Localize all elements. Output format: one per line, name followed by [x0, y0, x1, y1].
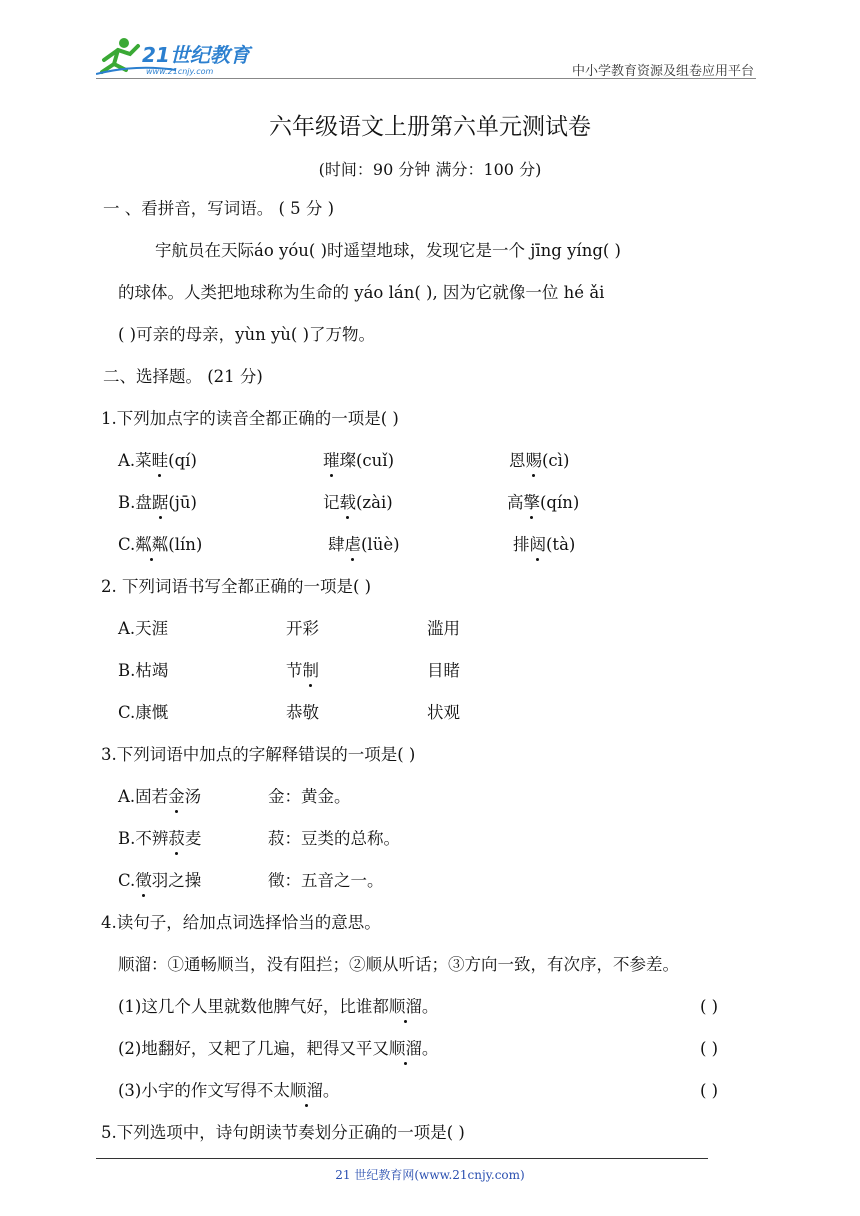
- q1-stem: 1.下列加点字的读音全都正确的一项是( ): [101, 409, 399, 428]
- q4-item-3: (3)小宇的作文写得不太顺溜。: [118, 1081, 340, 1100]
- s1-paragraph-line-2: 的球体。人类把地球称为生命的 yáo lán( ), 因为它就像一位 hé ǎi: [118, 283, 605, 302]
- q2-option-b-2: 节制: [286, 661, 319, 680]
- q4-item-2-blank: ( ): [700, 1039, 719, 1058]
- footer-text: 21 世纪教育网(www.21cnjy.com): [335, 1168, 525, 1182]
- q1-option-a-1: A.菜畦(qí): [118, 451, 197, 470]
- q1-option-a-2: 璀璨(cuǐ): [323, 451, 395, 470]
- q4-item-1-blank: ( ): [700, 997, 719, 1016]
- q2-option-a-2: 开彩: [286, 619, 319, 638]
- section-1-heading: 一 、看拼音，写词语。 ( 5 分 ): [103, 199, 335, 218]
- header-platform-text: 中小学教育资源及组卷应用平台: [571, 64, 754, 79]
- q2-option-c-2: 恭敬: [286, 703, 319, 722]
- q2-option-b-3: 目睹: [427, 661, 460, 680]
- q1-option-c-3: 排闼(tà): [513, 535, 576, 554]
- footer-divider: [96, 1158, 708, 1159]
- q3-option-c-meaning: 徵：五音之一。: [268, 871, 384, 890]
- q3-stem: 3.下列词语中加点的字解释错误的一项是( ): [101, 745, 416, 764]
- page-subtitle: (时间：90 分钟 满分：100 分): [318, 160, 542, 179]
- s1-paragraph-line-1: 宇航员在天际áo yóu( )时遥望地球，发现它是一个 jīng yíng( ): [155, 241, 621, 260]
- q4-item-1: (1)这几个人里就数他脾气好，比谁都顺溜。: [118, 997, 439, 1016]
- q3-option-b-word: B.不辨菽麦: [118, 829, 202, 848]
- q4-item-3-blank: ( ): [700, 1081, 719, 1100]
- q3-option-a-word: A.固若金汤: [118, 787, 202, 806]
- s1-paragraph-line-3: ( )可亲的母亲，yùn yù( )了万物。: [118, 325, 376, 344]
- q3-option-a-meaning: 金：黄金。: [268, 787, 351, 806]
- q1-option-b-1: B.盘踞(jū): [118, 493, 197, 512]
- logo-url: www.21cnjy.com: [146, 67, 214, 76]
- q5-stem: 5.下列选项中，诗句朗读节奏划分正确的一项是( ): [101, 1123, 465, 1142]
- q2-option-b-1: B.枯竭: [118, 661, 169, 680]
- q2-option-c-3: 状观: [427, 703, 460, 722]
- q4-definition: 顺溜：①通畅顺当，没有阻拦；②顺从听话；③方向一致，有次序，不参差。: [118, 955, 679, 974]
- q1-option-a-3: 恩赐(cì): [509, 451, 570, 470]
- q4-item-2: (2)地翻好，又耙了几遍，耙得又平又顺溜。: [118, 1039, 439, 1058]
- q2-option-c-1: C.康慨: [118, 703, 169, 722]
- q2-option-a-1: A.天涯: [118, 619, 169, 638]
- header-divider: [96, 78, 756, 79]
- q4-stem: 4.读句子，给加点词选择恰当的意思。: [101, 913, 381, 932]
- q2-stem: 2. 下列词语书写全都正确的一项是( ): [101, 577, 372, 596]
- page-title: 六年级语文上册第六单元测试卷: [269, 114, 591, 140]
- q1-option-c-1: C.粼粼(lín): [118, 535, 203, 554]
- section-2-heading: 二、选择题。 (21 分): [103, 367, 263, 386]
- q1-option-c-2: 肆虐(lüè): [328, 535, 400, 554]
- logo-text: 21世纪教育: [142, 43, 250, 67]
- q1-option-b-2: 记载(zài): [323, 493, 393, 512]
- q2-option-a-3: 滥用: [427, 619, 460, 638]
- q3-option-b-meaning: 菽：豆类的总称。: [268, 829, 400, 848]
- site-logo: [96, 34, 266, 80]
- q3-option-c-word: C.徵羽之操: [118, 871, 202, 890]
- q1-option-b-3: 高擎(qín): [507, 493, 580, 512]
